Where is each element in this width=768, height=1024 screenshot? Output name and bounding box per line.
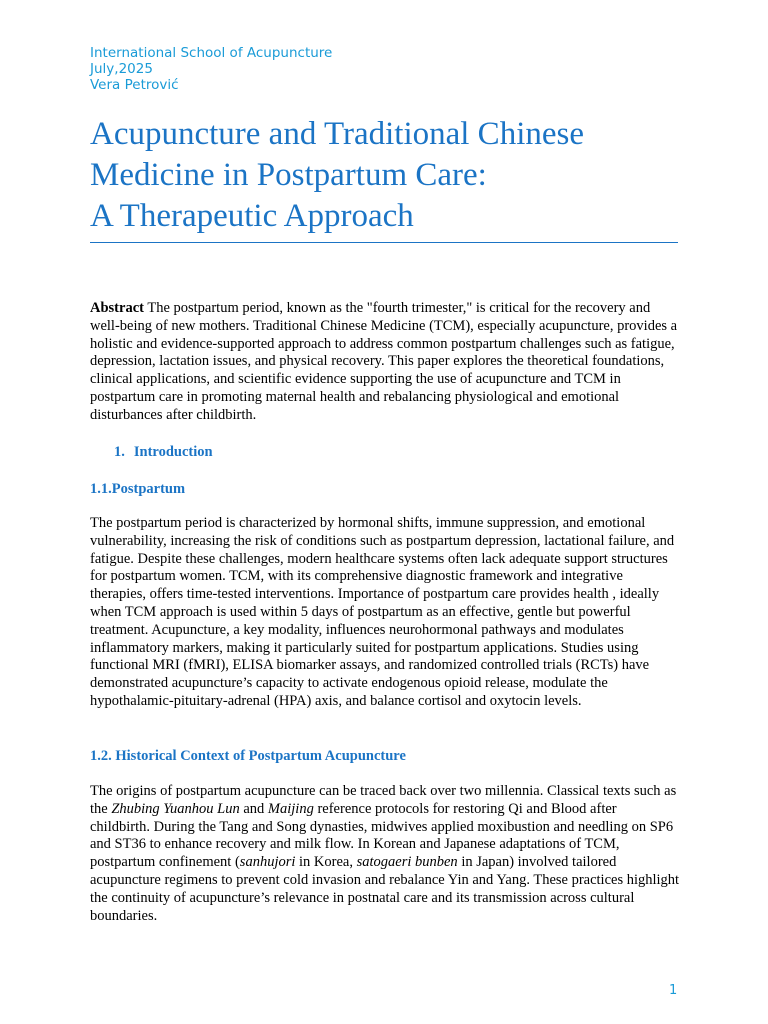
abstract-text: The postpartum period, known as the "fourth trimester," is critical for the recovery and well-being of new mothers. Traditional Chinese Medicine (TCM), especially acupuncture, provides a holistic and evidence-supported approach to address common postpartum challenges such as fatigue, depression, lactation issues, and physical recovery. This paper explores the theoretical foundations, clinical applications, and scientific evidence supporting the use of acupuncture and TCM in postpartum care in promoting maternal health and rebalancing physiological and emotional disturbances after childbirth. (90, 300, 678, 423)
text-run: The origins of postpartum acupuncture can be traced back over two millennia. Classical texts such as the (90, 783, 677, 817)
italic-text-run: satogaeri bunben (356, 854, 458, 871)
title-line-3: A Therapeutic Approach (90, 198, 414, 234)
abstract-paragraph (90, 300, 680, 425)
section-1-number: 1. (114, 444, 125, 460)
title-line-1: Acupuncture and Traditional Chinese (90, 116, 585, 152)
author-name: Vera Petrović (90, 77, 179, 93)
section-1-2-heading: 1.2. Historical Context of Postpartum Acupuncture (90, 748, 406, 764)
institution-name: International School of Acupuncture (90, 45, 333, 61)
section-1-1-paragraph: The postpartum period is characterized by hormonal shifts, immune suppression, and emotional vulnerability, increasing the risk of conditions such as postpartum depression, lactational failure, and fatigue. Despite these challenges, modern healthcare systems often lack adequate support structures for postpartum women. TCM, with its comprehensive diagnostic framework and integrative therapies, offers time-tested interventions. Importance of postpartum care provides health , ideally when TCM approach is used within 5 days of postpartum as an effective, gentle but powerful treatment. Acupuncture, a key modality, influences neurohormonal pathways and modulates inflammatory markers, making it particularly suited for postpartum applications. Studies using functional MRI (fMRI), ELISA biomarker assays, and randomized controlled trials (RCTs) have demonstrated acupuncture’s capacity to activate endogenous opioid release, modulate the hypothalamic-pituitary-adrenal (HPA) axis, and balance cortisol and oxytocin levels. (90, 515, 675, 709)
title-line-2: Medicine in Postpartum Care: (90, 157, 487, 193)
section-1-title: Introduction (133, 444, 213, 460)
section-1-1-heading: 1.1.Postpartum (90, 481, 186, 497)
title-divider (90, 242, 678, 243)
italic-text-run: Maijing (267, 800, 314, 817)
page-title (90, 114, 678, 237)
text-run: in Korea, (295, 854, 357, 871)
text-run: and (239, 800, 268, 817)
document-date: July,2025 (90, 61, 153, 77)
italic-text-run: Zhubing Yuanhou Lun (111, 800, 240, 817)
section-1-2-paragraph (90, 783, 680, 925)
text-run: reference protocols for restoring Qi and Blood after childbirth. During the Tang and Song dynasties, midwives applied moxibustion and needling on SP6 and ST36 to enhance recovery and milk flow. In Korean and Japanese adaptations of TCM, postpartum confinement ( (90, 800, 674, 871)
abstract-label: Abstract (90, 300, 144, 316)
page-number: 1 (669, 983, 678, 998)
text-run: in Japan) involved tailored acupuncture regimens to prevent cold invasion and rebalance Yin and Yang. These practices highlight the continuity of acupuncture’s relevance in postnatal care and its transmission across cultural boundaries. (90, 854, 680, 924)
italic-text-run: sanhujori (239, 854, 296, 871)
document-header (90, 45, 332, 93)
section-1-heading (114, 443, 213, 461)
